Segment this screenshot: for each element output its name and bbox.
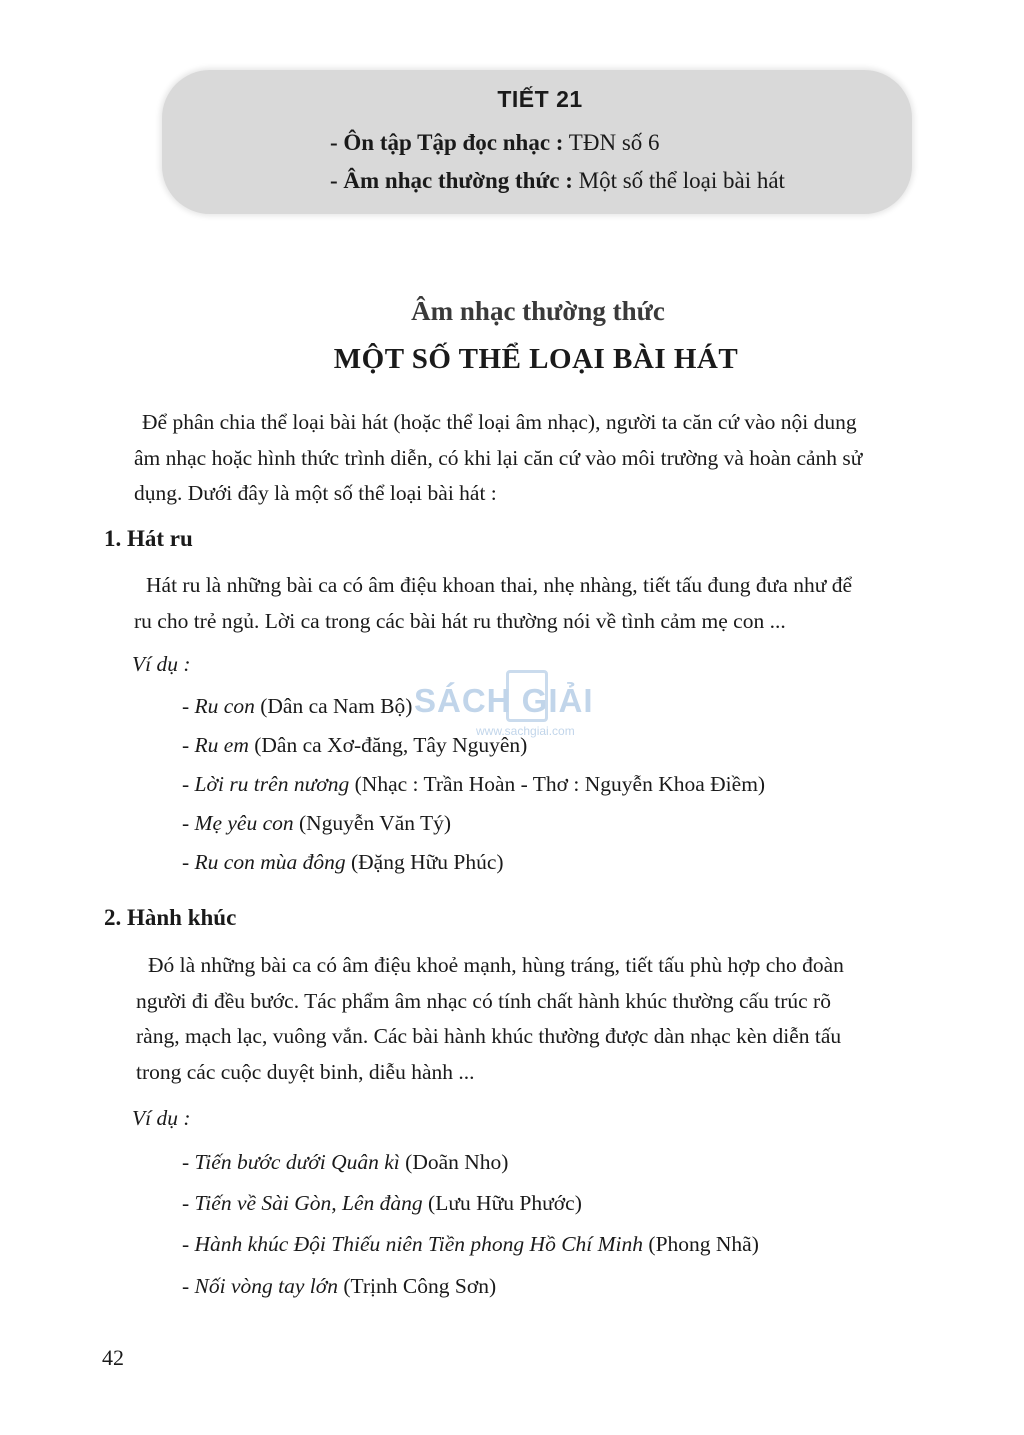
song-author: (Phong Nhã) — [643, 1232, 759, 1256]
example-item — [182, 1191, 582, 1216]
song-author: (Dân ca Xơ-đăng, Tây Nguyên) — [248, 733, 528, 757]
example-item — [182, 1274, 496, 1299]
section-line: người đi đều bước. Tác phẩm âm nhạc có tính chất hành khúc thường cấu trúc rõ — [136, 988, 831, 1013]
song-title: - Mẹ yêu con — [182, 811, 294, 835]
song-title: - Ru em — [182, 733, 249, 757]
page-number: 42 — [102, 1345, 124, 1370]
song-author: (Đặng Hữu Phúc) — [345, 850, 504, 874]
song-title: - Hành khúc Đội Thiếu niên Tiền phong Hồ Chí Minh — [182, 1232, 644, 1256]
song-title: - Ru con mùa đông — [182, 850, 346, 874]
section-line: Đó là những bài ca có âm điệu khoẻ mạnh, hùng tráng, tiết tấu phù hợp cho đoàn — [148, 953, 844, 977]
page-title: MỘT SỐ THỂ LOẠI BÀI HÁT — [333, 343, 739, 375]
intro-line: Để phân chia thể loại bài hát (hoặc thể loại âm nhạc), người ta căn cứ vào nội dung — [142, 410, 857, 434]
example-item — [182, 1150, 508, 1175]
lesson-topic-1-value: TĐN số 6 — [563, 130, 660, 155]
section-paragraph — [136, 948, 844, 1090]
song-author: (Doãn Nho) — [399, 1150, 509, 1174]
section-heading-hanh-khuc: 2. Hành khúc — [104, 905, 237, 930]
watermark-url: www.sachgiai.com — [476, 724, 575, 738]
song-title: - Tiến bước dưới Quân kì — [182, 1150, 400, 1174]
watermark-text: SÁCH GIẢI — [414, 682, 594, 719]
example-item — [182, 811, 451, 836]
example-label: Ví dụ : — [132, 652, 191, 676]
song-title: - Lời ru trên nương — [182, 772, 350, 796]
example-item — [182, 772, 765, 797]
section-paragraph — [134, 568, 853, 639]
section-heading-hat-ru: 1. Hát ru — [104, 526, 193, 551]
lesson-topic-1 — [330, 130, 660, 156]
watermark-logo — [414, 670, 624, 740]
example-item — [182, 1232, 759, 1257]
song-author: (Trịnh Công Sơn) — [337, 1274, 497, 1298]
example-label: Ví dụ : — [132, 1106, 191, 1130]
song-author: (Dân ca Nam Bộ) — [254, 694, 413, 718]
song-title: - Nối vòng tay lớn — [182, 1274, 338, 1298]
intro-line: dụng. Dưới đây là một số thể loại bài hát : — [134, 481, 497, 505]
lesson-topic-2-value: Một số thể loại bài hát — [572, 168, 785, 193]
section-line: Hát ru là những bài ca có âm điệu khoan thai, nhẹ nhàng, tiết tấu đung đưa như để — [146, 573, 853, 597]
example-item — [182, 850, 504, 875]
song-author: (Nhạc : Trần Hoàn - Thơ : Nguyễn Khoa Điềm) — [349, 772, 766, 796]
lesson-topic-2-label: - Âm nhạc thường thức : — [330, 168, 573, 193]
song-author: (Nguyễn Văn Tý) — [293, 811, 452, 835]
section-line: ru cho trẻ ngủ. Lời ca trong các bài hát ru thường nói về tình cảm mẹ con ... — [134, 608, 786, 633]
section-line: ràng, mạch lạc, vuông vắn. Các bài hành khúc thường được dàn nhạc kèn diễn tấu — [136, 1024, 842, 1048]
intro-line: âm nhạc hoặc hình thức trình diễn, có khi lại căn cứ vào môi trường và hoàn cảnh sử — [134, 445, 863, 470]
song-author: (Lưu Hữu Phước) — [422, 1191, 582, 1215]
example-item — [182, 694, 412, 719]
section-line: trong các cuộc duyệt binh, diễu hành ... — [136, 1059, 475, 1084]
lesson-number: TIẾT 21 — [497, 86, 583, 112]
lesson-topic-2 — [330, 168, 785, 194]
song-title: - Tiến về Sài Gòn, Lên đàng — [182, 1191, 423, 1215]
intro-paragraph — [134, 405, 863, 512]
song-title: - Ru con — [182, 694, 255, 718]
lesson-topic-1-label: - Ôn tập Tập đọc nhạc : — [330, 130, 564, 155]
subject-heading: Âm nhạc thường thức — [411, 296, 665, 326]
